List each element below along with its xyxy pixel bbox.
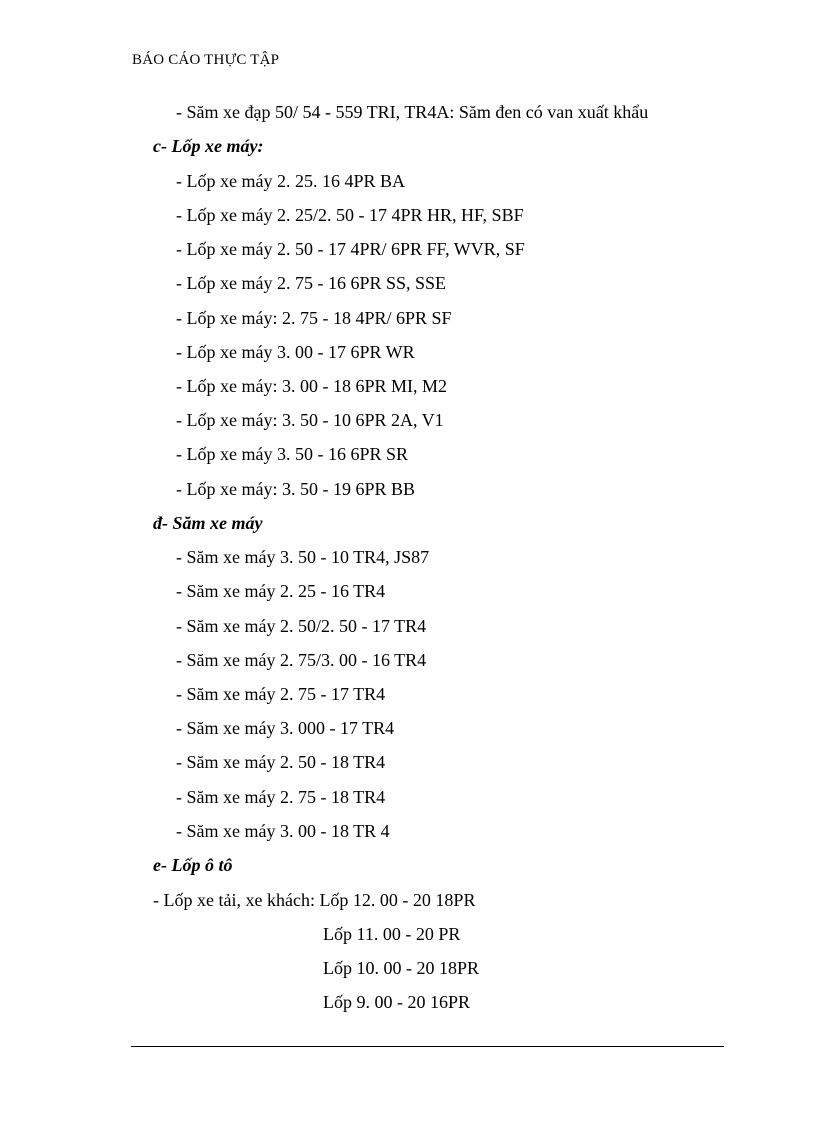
section-heading-d: đ- Săm xe máy [153, 513, 263, 533]
list-item: - Săm xe máy 3. 000 - 17 TR4 [176, 718, 395, 738]
list-item: - Săm xe máy 2. 75 - 17 TR4 [176, 684, 386, 704]
list-item: - Săm xe đạp 50/ 54 - 559 TRI, TR4A: Săm đen có van xuất khẩu [176, 102, 649, 122]
footer-rule [131, 1046, 724, 1047]
section-heading-e: e- Lốp ô tô [153, 855, 233, 875]
list-item: - Săm xe máy 2. 50 - 18 TR4 [176, 752, 386, 772]
list-item: - Săm xe máy 3. 50 - 10 TR4, JS87 [176, 547, 430, 567]
list-item: - Lốp xe máy 2. 50 - 17 4PR/ 6PR FF, WVR, SF [176, 239, 525, 259]
section-heading-c: c- Lốp xe máy: [153, 136, 264, 156]
list-item: - Lốp xe máy: 3. 50 - 19 6PR BB [176, 479, 415, 499]
list-item: - Săm xe máy 2. 75 - 18 TR4 [176, 787, 386, 807]
list-item: - Lốp xe máy: 3. 00 - 18 6PR MI, M2 [176, 376, 447, 396]
truck-tire-item: Lốp 10. 00 - 20 18PR [323, 958, 480, 978]
list-item: - Lốp xe máy: 3. 50 - 10 6PR 2A, V1 [176, 410, 444, 430]
list-item: - Lốp xe máy 2. 75 - 16 6PR SS, SSE [176, 273, 447, 293]
list-item: - Săm xe máy 2. 75/3. 00 - 16 TR4 [176, 650, 427, 670]
list-item: - Săm xe máy 3. 00 - 18 TR 4 [176, 821, 390, 841]
truck-tire-item: Lốp 11. 00 - 20 PR [323, 924, 461, 944]
header-title: BÁO CÁO THỰC TẬP [132, 52, 280, 68]
truck-tire-item: Lốp 9. 00 - 20 16PR [323, 992, 471, 1012]
truck-tire-lead: - Lốp xe tải, xe khách: Lốp 12. 00 - 20 18PR [153, 890, 476, 910]
list-item: - Lốp xe máy 3. 50 - 16 6PR SR [176, 444, 408, 464]
list-item: - Săm xe máy 2. 50/2. 50 - 17 TR4 [176, 616, 427, 636]
list-item: - Lốp xe máy: 2. 75 - 18 4PR/ 6PR SF [176, 308, 452, 328]
list-item: - Lốp xe máy 2. 25. 16 4PR BA [176, 171, 405, 191]
list-item: - Săm xe máy 2. 25 - 16 TR4 [176, 581, 386, 601]
list-item: - Lốp xe máy 2. 25/2. 50 - 17 4PR HR, HF, SBF [176, 205, 524, 225]
list-item: - Lốp xe máy 3. 00 - 17 6PR WR [176, 342, 415, 362]
